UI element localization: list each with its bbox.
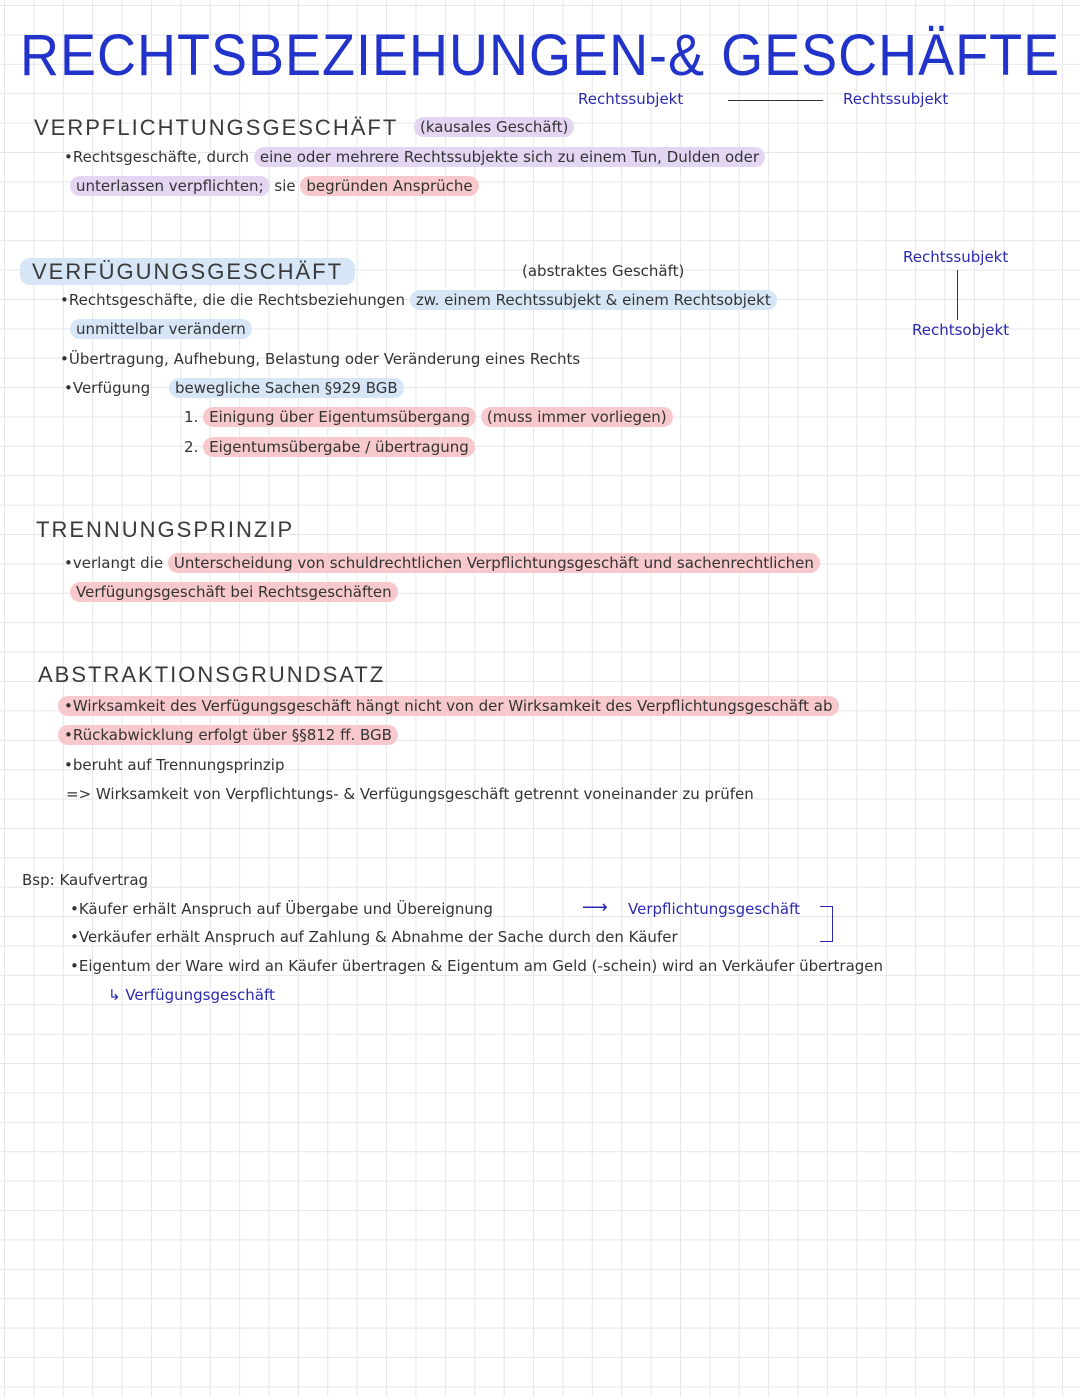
s1-line2a: unterlassen verpflichten; bbox=[70, 176, 270, 196]
s2-item1b: (muss immer vorliegen) bbox=[481, 407, 673, 427]
s2-item1 bbox=[184, 408, 673, 426]
s1-line1b: eine oder mehrere Rechtssubjekte sich zu einem Tun, Dulden oder bbox=[254, 147, 765, 167]
s1-line2 bbox=[70, 177, 479, 195]
s2-line2: unmittelbar verändern bbox=[70, 319, 252, 339]
s2-item2-num: 2. bbox=[184, 438, 199, 456]
bracket-bottom bbox=[820, 941, 832, 942]
s3-line1 bbox=[64, 554, 820, 572]
s1-line1 bbox=[64, 148, 765, 166]
s1-line1a: •Rechtsgeschäfte, durch bbox=[64, 148, 250, 166]
s3-line1a: •verlangt die bbox=[64, 554, 164, 572]
bracket-side bbox=[832, 906, 833, 942]
s2-item1a: Einigung über Eigentumsübergang bbox=[203, 407, 476, 427]
section-heading-abstraktion: ABSTRAKTIONSGRUNDSATZ bbox=[38, 662, 386, 687]
section-heading-trennung: TRENNUNGSPRINZIP bbox=[36, 517, 295, 542]
s2-line3: •Übertragung, Aufhebung, Belastung oder Veränderung eines Rechts bbox=[60, 350, 581, 368]
section-heading-verpflichtung: VERPFLICHTUNGSGESCHÄFT bbox=[34, 115, 399, 140]
example-label: Bsp: Kaufvertrag bbox=[22, 871, 149, 889]
s2-line4b: bewegliche Sachen §929 BGB bbox=[169, 378, 404, 398]
s1-paren: (kausales Geschäft) bbox=[414, 117, 574, 137]
s2-line1 bbox=[60, 291, 777, 309]
s2-item2-text: Eigentumsübergabe / übertragung bbox=[203, 437, 475, 457]
diagram2-line bbox=[957, 270, 958, 320]
example-line3: •Eigentum der Ware wird an Käufer übertragen & Eigentum am Geld (-schein) wird an Verkäufer übertragen bbox=[70, 957, 884, 975]
example-line1: •Käufer erhält Anspruch auf Übergabe und Übereignung bbox=[70, 900, 493, 918]
s1-line2b: sie bbox=[274, 177, 296, 195]
diagram1-left: Rechtssubjekt bbox=[578, 90, 684, 108]
s2-line1a: •Rechtsgeschäfte, die die Rechtsbeziehungen bbox=[60, 291, 406, 309]
diagram2-bottom: Rechtsobjekt bbox=[912, 321, 1010, 339]
s1-line2c: begründen Ansprüche bbox=[300, 176, 478, 196]
s3-line1b: Unterscheidung von schuldrechtlichen Verpflichtungsgeschäft und sachenrechtlichen bbox=[168, 553, 820, 573]
s2-line4a: •Verfügung bbox=[64, 379, 151, 397]
diagram2-top: Rechtssubjekt bbox=[903, 248, 1009, 266]
s2-item2 bbox=[184, 438, 475, 456]
s4-line1: •Wirksamkeit des Verfügungsgeschäft hängt nicht von der Wirksamkeit des Verpflichtungsgeschäft ab bbox=[58, 696, 839, 716]
example-arrow-label: Verpflichtungsgeschäft bbox=[628, 900, 801, 918]
bracket-top bbox=[820, 906, 832, 907]
example-line4: ↳ Verfügungsgeschäft bbox=[108, 986, 275, 1004]
diagram1-line bbox=[728, 100, 823, 101]
s2-line4 bbox=[64, 379, 404, 397]
s4-line4: => Wirksamkeit von Verpflichtungs- & Verfügungsgeschäft getrennt voneinander zu prüfen bbox=[66, 785, 754, 803]
s3-line2: Verfügungsgeschäft bei Rechtsgeschäften bbox=[70, 582, 398, 602]
diagram1-right: Rechtssubjekt bbox=[843, 90, 949, 108]
page-title: RECHTSBEZIEHUNGEN-& GESCHÄFTE bbox=[20, 23, 1061, 88]
s2-item1-num: 1. bbox=[184, 408, 199, 426]
s2-line1b: zw. einem Rechtssubjekt & einem Rechtsobjekt bbox=[410, 290, 777, 310]
example-line2: •Verkäufer erhält Anspruch auf Zahlung & Abnahme der Sache durch den Käufer bbox=[70, 928, 678, 946]
s2-paren: (abstraktes Geschäft) bbox=[522, 262, 685, 280]
s4-line2: •Rückabwicklung erfolgt über §§812 ff. BGB bbox=[58, 725, 398, 745]
s4-line3: •beruht auf Trennungsprinzip bbox=[64, 756, 285, 774]
arrow-right-icon: ⟶ bbox=[582, 897, 608, 918]
section-heading-verfuegung: VERFÜGUNGSGESCHÄFT bbox=[20, 258, 355, 285]
